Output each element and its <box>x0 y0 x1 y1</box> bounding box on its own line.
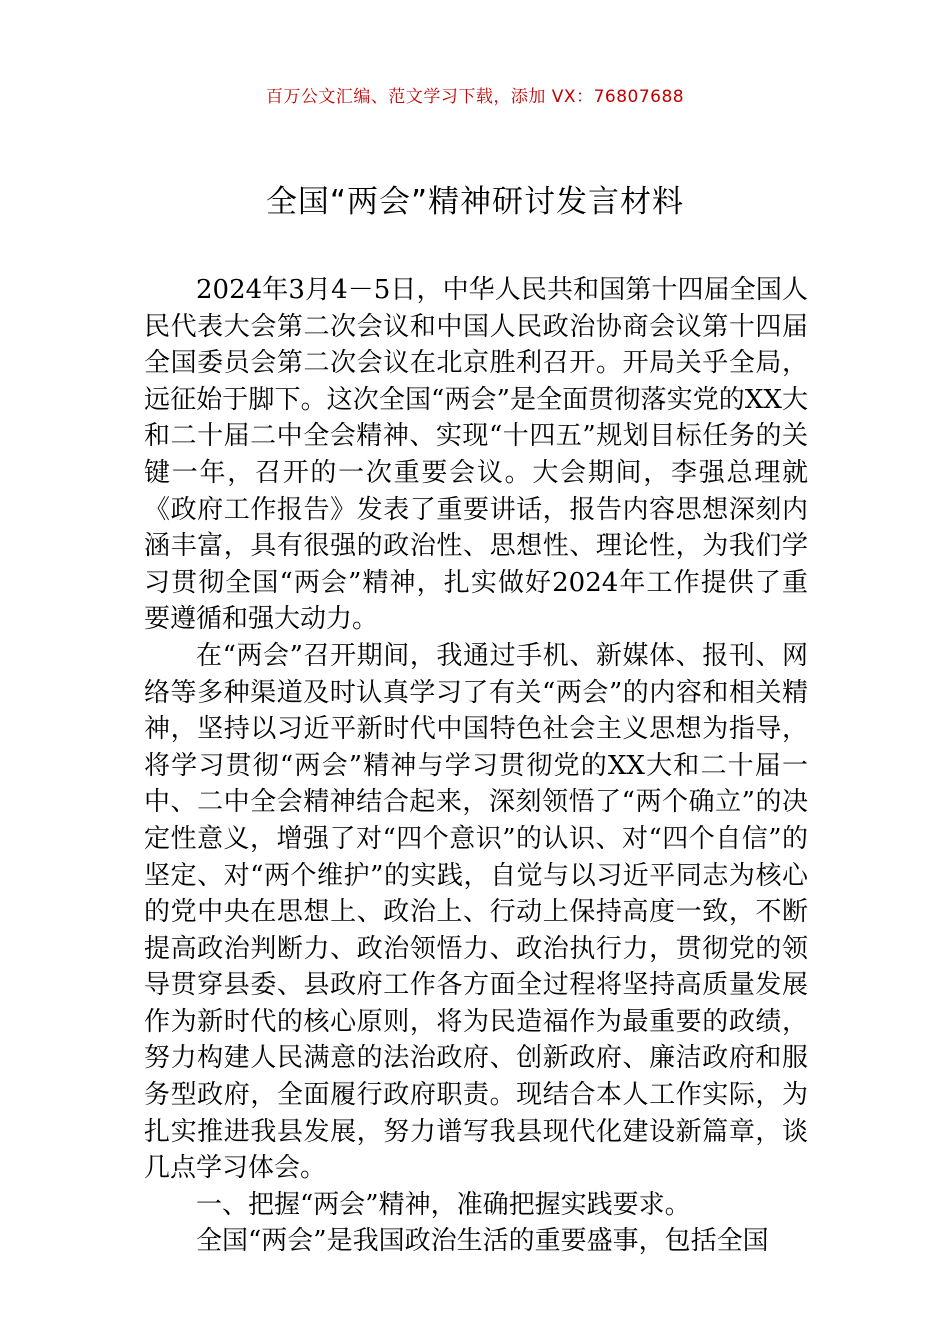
paragraph-section-1: 全国“两会”是我国政治生活的重要盛事，包括全国 <box>196 1226 769 1257</box>
paragraph-intro: 2024年3月4－5日，中华人民共和国第十四届全国人民代表大会第二次会议和中国人民政治协商会议第十四届全国委员会第二次会议在北京胜利召开。开局关乎全局，远征始于脚下。这次全国“两会”是全面贯彻落实党的XX大和二十届二中全会精神、实现“十四五”规划目标任务的关键一年，召开的一次重要会议。大会期间，李强总理就《政府工作报告》发表了重要讲话，报告内容思想深刻内涵丰富，具有很强的政治性、思想性、理论性，为我们学习贯彻全国“两会”精神，扎实做好2024年工作提供了重要遵循和强大动力。 <box>144 275 808 635</box>
paragraph-study: 在“两会”召开期间，我通过手机、新媒体、报刊、网络等多种渠道及时认真学习了有关“两会”的内容和相关精神，坚持以习近平新时代中国特色社会主义思想为指导，将学习贯彻“两会”精神与学习贯彻党的XX大和二十届一中、二中全会精神结合起来，深刻领悟了“两个确立”的决定性意义，增强了对“四个意识”的认识、对“四个自信”的坚定、对“两个维护”的实践，自觉与以习近平同志为核心的党中央在思想上、政治上、行动上保持高度一致，不断提高政治判断力、政治领悟力、政治执行力，贯彻党的领导贯穿县委、县政府工作各方面全过程将坚持高质量发展作为新时代的核心原则，将为民造福作为最重要的政绩，努力构建人民满意的法治政府、创新政府、廉洁政府和服务型政府，全面履行政府职责。现结合本人工作实际，为扎实推进我县发展，努力谱写我县现代化建设新篇章，谈几点学习体会。 <box>144 640 808 1184</box>
document-body <box>144 272 808 1260</box>
section-heading-1: 一、把握“两会”精神，准确把握实践要求。 <box>196 1189 691 1220</box>
document-title: 全国“两会”精神研讨发言材料 <box>265 184 685 220</box>
download-notice: 百万公文汇编、范文学习下载，添加 VX：76807688 <box>265 87 685 107</box>
